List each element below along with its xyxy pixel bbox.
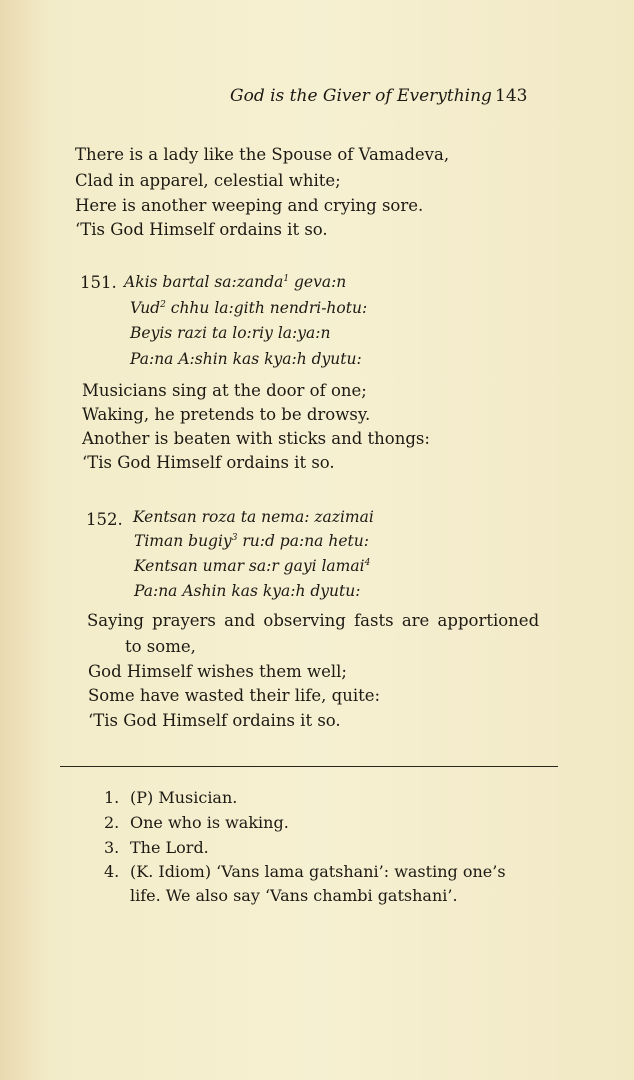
footnote-number: 1. [104,788,120,807]
verse-151-english-line-1: Musicians sing at the door of one; [82,381,367,400]
page-number: 143 [495,86,528,106]
verse-151-kashmiri-line-1: Akis bartal sa:zanda$^1$ geva:n [124,273,347,291]
verse-152-english-line-3: God Himself wishes them well; [88,662,347,681]
verse-151-english-line-4: ‘Tis God Himself ordains it so. [82,453,335,472]
footnote-divider [60,766,558,767]
verse-152-number: 152. [86,510,123,529]
verse-152-english-line-2: to some, [125,637,196,656]
verse-152-english-line-1: Saying prayers and observing fasts are apportioned [87,611,540,630]
verse-152-kashmiri-line-4: Pa:na Ashin kas kya:h dyutu: [134,582,361,600]
verse-151-kashmiri-line-4: Pa:na A:shin kas kya:h dyutu: [130,350,362,368]
footnote-text: life. We also say ‘Vans chambi gatshani’. [130,886,458,905]
footnote-text: (P) Musician. [130,788,238,807]
verse-151-number: 151. [80,273,117,292]
stanza-150-line-4: ‘Tis God Himself ordains it so. [75,220,328,239]
footnote-text: One who is waking. [130,813,289,832]
verse-151-english-line-2: Waking, he pretends to be drowsy. [82,405,371,424]
footnote-number: 3. [104,838,120,857]
footnote-number: 4. [104,862,120,881]
verse-152-kashmiri-line-2: Timan bugiy$^3$ ru:d pa:na hetu: [134,532,369,550]
stanza-150-line-1: There is a lady like the Spouse of Vamadeva, [75,145,450,164]
footnote-text: (K. Idiom) ‘Vans lama gatshani’: wasting one’s [130,862,506,881]
footnote-text: The Lord. [130,838,209,857]
stanza-150-line-2: Clad in apparel, celestial white; [75,171,341,190]
stanza-150-line-3: Here is another weeping and crying sore. [75,196,424,215]
verse-151-english-line-3: Another is beaten with sticks and thongs: [82,429,430,448]
footnote-number: 2. [104,813,120,832]
running-header [230,86,550,106]
verse-151-kashmiri-line-2: Vud$^2$ chhu la:gith nendri-hotu: [130,299,368,317]
verse-152-english-line-5: ‘Tis God Himself ordains it so. [88,711,341,730]
verse-151-kashmiri-line-3: Beyis razi ta lo:riy la:ya:n [130,324,331,342]
verse-152-kashmiri-line-3: Kentsan umar sa:r gayi lamai$^4$ [134,557,371,575]
running-title: God is the Giver of Everything [230,86,492,106]
verse-152-kashmiri-line-1: Kentsan roza ta nema: zazimai [133,508,374,526]
verse-152-english-line-4: Some have wasted their life, quite: [88,686,381,705]
